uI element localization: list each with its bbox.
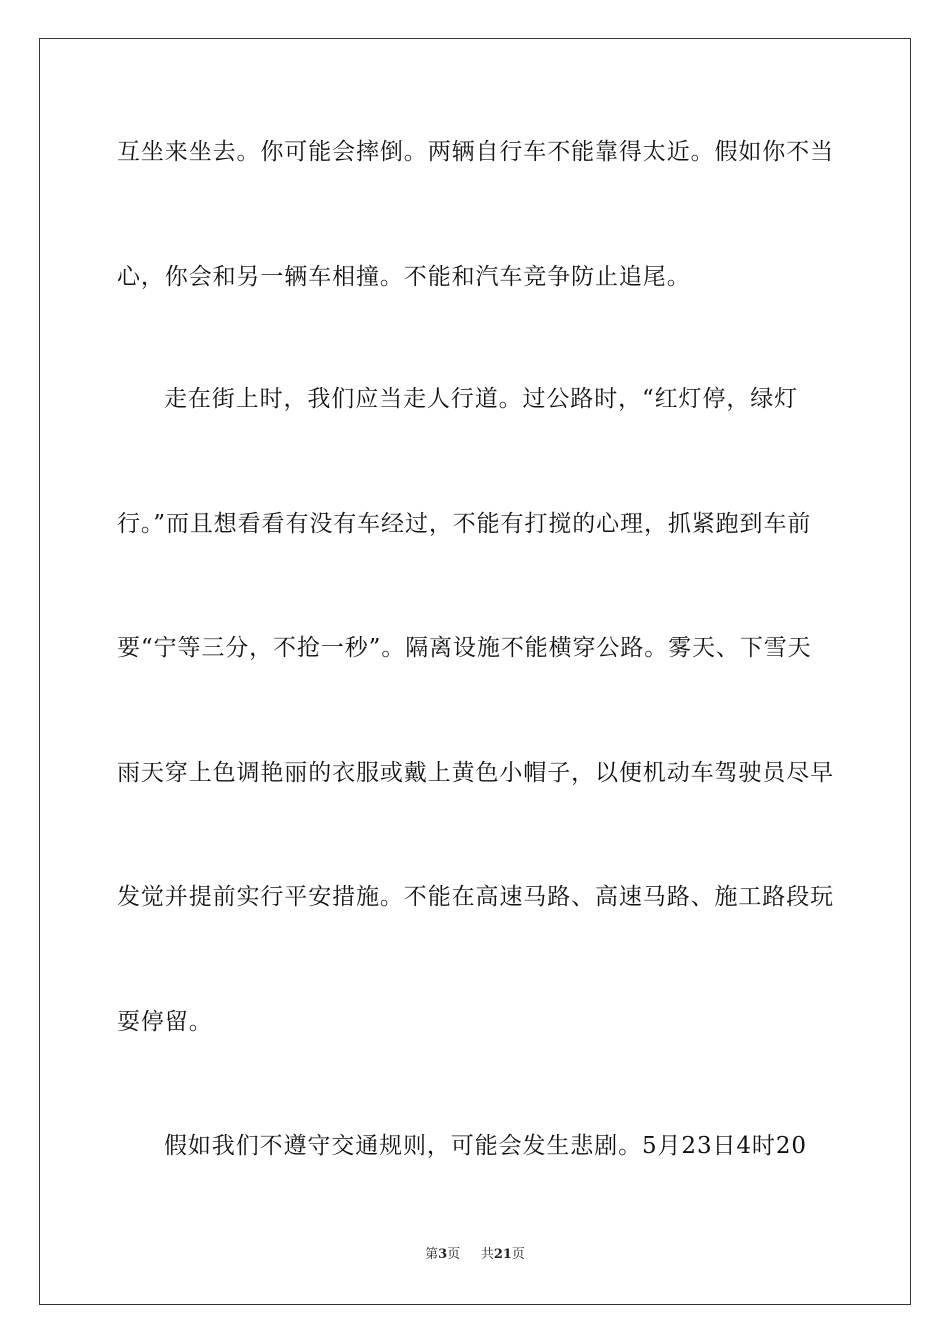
page-suffix: 页 [447,1247,461,1262]
text-line: 雨天穿上色调艳丽的衣服或戴上黄色小帽子，以便机动车驾驶员尽早 [117,760,834,786]
text-line: 互坐来坐去。你可能会摔倒。两辆自行车不能靠得太近。假如你不当 [117,139,834,165]
page-footer [0,1245,950,1265]
total-suffix: 页 [511,1247,525,1262]
text-line: 要“宁等三分，不抢一秒”。隔离设施不能横穿公路。雾天、下雪天 [117,635,812,661]
text-line: 行。”而且想看看有没有车经过，不能有打搅的心理，抓紧跑到车前 [117,511,812,537]
page-border [39,38,911,1305]
total-pages: 21 [493,1247,512,1262]
page-indicator [425,1245,460,1265]
total-prefix: 共 [480,1247,494,1262]
text-line: 耍停留。 [117,1009,213,1035]
total-pages-indicator [481,1245,525,1265]
text-line: 发觉并提前实行平安措施。不能在高速马路、高速马路、施工路段玩 [117,884,834,910]
paragraph-start-line: 走在街上时，我们应当走人行道。过公路时，“红灯停，绿灯 [164,386,799,412]
paragraph-start-line: 假如我们不遵守交通规则，可能会发生悲剧。5月23日4时20 [164,1133,807,1159]
page-number: 3 [438,1247,448,1262]
text-line: 心，你会和另一辆车相撞。不能和汽车竞争防止追尾。 [117,264,691,290]
page-prefix: 第 [425,1247,439,1262]
